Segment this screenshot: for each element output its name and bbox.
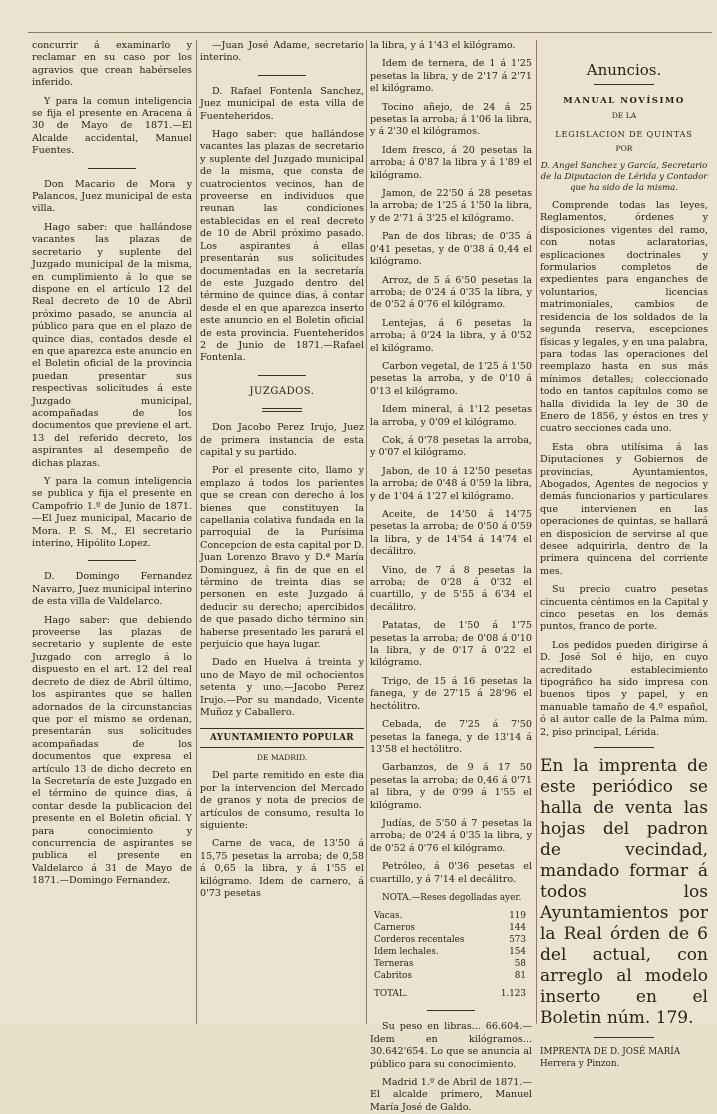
price-line: Lentejas, á 6 pesetas la arroba; á 0'24 la libra, y á 0'52 el kilógramo. bbox=[370, 317, 532, 354]
separator bbox=[594, 1037, 654, 1038]
separator bbox=[258, 75, 306, 76]
paragraph: Dado en Huelva á treinta y uno de Mayo de mil ochocientos setenta y uno.—Jacobo Perez Irujo.—Por su mandado, Vicente Muñoz y Caballero. bbox=[200, 657, 364, 719]
tally-count: 573 bbox=[509, 935, 526, 946]
tally-count: 154 bbox=[509, 947, 526, 958]
tally-label: Idem lechales. bbox=[374, 947, 439, 958]
price-line: Idem fresco, á 20 pesetas la arroba; á 0'87 la libra y á 1'89 el kilógramo. bbox=[370, 144, 532, 181]
table-row bbox=[370, 922, 532, 934]
table-row bbox=[370, 970, 532, 982]
notice-heading: Don Macario de Mora y Palancos, Juez municipal de esta villa. bbox=[32, 178, 192, 215]
section-subtitle: DE MADRID. bbox=[256, 752, 308, 762]
printer-imprint: IMPRENTA DE D. JOSÉ MARÍA Herrera y Pinzon. bbox=[540, 1047, 681, 1070]
notice-heading: D. Rafael Fontenla Sanchez, Juez municipal de esta villa de Fuenteheridos. bbox=[200, 85, 364, 122]
paragraph: Su peso en libras... 66.604.—Idem en kilógramos... 30.642'654. Lo que se anuncia al público para su conocimiento. bbox=[370, 1021, 532, 1070]
tally-total-label: TOTAL. bbox=[374, 989, 408, 1000]
price-line: Trigo, de 15 á 16 pesetas la fanega, y de 27'15 á 28'96 el hectólitro. bbox=[370, 675, 532, 712]
separator bbox=[258, 375, 306, 376]
price-line: Aceite, de 14'50 á 14'75 pesetas la arroba; de 0'50 á 0'59 la libra, y de 14'54 á 14'74 el decálitro. bbox=[370, 509, 532, 558]
section-title-anuncios: Anuncios. bbox=[586, 61, 662, 79]
top-rule bbox=[28, 32, 712, 33]
tally-label: Terneras bbox=[374, 959, 414, 970]
ad-title: MANUAL NOVÍSIMO bbox=[563, 96, 685, 107]
separator bbox=[594, 84, 654, 85]
paragraph: Carne de vaca, de 13'50 á 15,75 pesetas la arroba; de 0,58 á 0,65 la libra, y á 1'55 el kilógramo. Idem de carnero, á 0'73 pesetas bbox=[200, 838, 364, 899]
paragraph: Madrid 1.º de Abril de 1871.—El alcalde primero, Manuel María José de Galdo. bbox=[370, 1077, 532, 1113]
separator bbox=[88, 560, 136, 561]
column-divider bbox=[366, 40, 367, 1024]
price-line: Idem de ternera, de 1 á 1'25 pesetas la libra, y de 2'17 á 2'71 el kilógramo. bbox=[370, 58, 532, 95]
tally-count: 144 bbox=[509, 923, 526, 934]
price-line: Garbanzos, de 9 á 17 50 pesetas la arroba; de 0,46 á 0'71 al libra, y de 0'99 á 1'55 el kilógramo. bbox=[370, 762, 532, 811]
tally-note: NOTA.—Reses degolladas ayer. bbox=[382, 892, 522, 903]
table-row bbox=[370, 946, 532, 958]
paragraph: Esta obra utilísima á las Diputaciones y Gobiernos de provincias, Ayuntamientos, Abogados, Agentes de negocios y demás funcionarios y particulares que intervienen en las operaciones de quintas, se hallará en disposicion de servirse al que desee adquirirla, dentro de la primera quincena del corriente mes. bbox=[540, 441, 708, 577]
price-line: la libra, y á 1'43 el kilógramo. bbox=[370, 40, 516, 51]
column-2 bbox=[200, 40, 364, 1020]
ad-subtitle: LEGISLACION DE QUINTAS bbox=[555, 129, 693, 140]
tally-count: 58 bbox=[514, 959, 526, 970]
column-1 bbox=[32, 40, 192, 1020]
paragraph: Comprende todas las leyes, Reglamentos, órdenes y disposiciones vigentes del ramo, con notas aclaratorias, esplicaciones doctrinales y formularios completos de expedientes para enganches de voluntarios, licencias matrimoniales, cambios de residencia de los soldados de la segunda reserva, escepciones físicas y legales, y en una palabra, para todas las operaciones del reemplazo hasta en sus más mínimos detalles; coleccionado todo en tantos capítulos como se halla dividida la ley de 30 de Enero de 1856, y éstos en tres y cuatro secciones cada uno. bbox=[540, 200, 708, 435]
price-line: Carbon vegetal, de 1'25 á 1'50 pesetas la arroba, y de 0'10 á 0'13 el kilógramo. bbox=[370, 360, 532, 397]
ad-author: D. Angel Sanchez y García, Secretario de la Diputacion de Lérida y Contador que ha sido de la misma. bbox=[540, 161, 708, 194]
paragraph: —Juan José Adame, secretario interino. bbox=[200, 40, 364, 64]
table-row bbox=[370, 982, 532, 1000]
price-line: Tocino añejo, de 24 á 25 pesetas la arroba; á 1'06 la libra, y á 2'30 el kilógramos. bbox=[370, 101, 532, 138]
price-line: Petróleo, á 0'36 pesetas el cuartillo, y á 7'14 el decálitro. bbox=[370, 861, 532, 885]
paragraph: concurrir á examinarlo y reclamar en su caso por los agravios que crean habérseles inferido. bbox=[32, 40, 192, 89]
price-line: Cok, á 0'78 pesetas la arroba, y 0'07 el kilógramo. bbox=[370, 434, 532, 459]
paragraph: Hago saber: que hallándose vacantes las plazas de secretario y suplente del Juzgado municipal de la misma, que consta de cuatrocientos vecinos, han de proveerse en individuos que reunan las condiciones establecidas en el real decreto de 10 de Abril próximo pasado. Los aspirantes á ellas presentarán sus solicitudes documentadas en la secretaría de este Juzgado dentro del término de quince dias, á contar desde el en que aparezca inserto este anuncio en el Boletin oficial de esta provincia. Fuenteheridos 2 de Junio de 1871.—Rafael Fontenla. bbox=[200, 129, 364, 364]
section-title-ayuntamiento: AYUNTAMIENTO POPULAR bbox=[200, 728, 364, 748]
slaughter-tally bbox=[370, 892, 532, 1000]
column-3 bbox=[370, 40, 532, 1113]
separator bbox=[88, 168, 136, 169]
price-line: Jamon, de 22'50 á 28 pesetas la arroba; de 1'25 á 1'50 la libra, y de 2'71 á 3'25 el kilógramo. bbox=[370, 188, 532, 224]
column-divider bbox=[196, 40, 197, 1024]
ad-connector: DE LA bbox=[611, 110, 637, 120]
price-line: Patatas, de 1'50 á 1'75 pesetas la arroba; de 0'08 á 0'10 la libra, y de 0'17 á 0'22 el kilógramo. bbox=[370, 620, 532, 669]
price-line: Jabon, de 10 á 12'50 pesetas la arroba; de 0'48 á 0'59 la libra, y de 1'04 á 1'27 el kilógramo. bbox=[370, 465, 532, 502]
notice-heading: D. Domingo Fernandez Navarro, Juez municipal interino de esta villa de Valdelarco. bbox=[32, 571, 192, 608]
column-4 bbox=[540, 40, 708, 1070]
notice-heading: Don Jacobo Perez Irujo, Juez de primera instancia de esta capital y su partido. bbox=[200, 422, 364, 458]
separator bbox=[262, 408, 302, 412]
price-line: Arroz, de 5 á 6'50 pesetas la arroba; de 0'24 á 0'35 la libra, y de 0'52 á 0'76 el kilógramo. bbox=[370, 274, 532, 311]
paragraph: Los pedidos pueden dirigirse á D. José Sol é hijo, en cuyo acreditado establecimiento tipográfico ha sido impresa con buenos tipos y papel, y en manuable tamaño de 4.º español, ó al autor calle de la Palma núm. 2, piso principal, Lérida. bbox=[540, 639, 708, 738]
table-row bbox=[370, 910, 532, 922]
paragraph: Y para la comun inteligencia se publica y fija el presente en Campofrio 1.º de Junio de 1871.—El Juez municipal, Macario de Mora. P. S. M., El secretario interino, Hipólito Lopez. bbox=[32, 476, 192, 550]
tally-label: Carneros bbox=[374, 923, 416, 934]
paragraph: Por el presente cito, llamo y emplazo á todos los parientes que se crean con derecho á los bienes que constituyen la capellania colativa fundada en la parroquial de la Purísima Concepcion de esta capital por D. Juan Lorenzo Bravo y D.ª María Dominguez, á fin de que en el término de treinta dias se personen en este Juzgado á deducir su derecho; apercibidos de que pasado dicho término sin haberse presentado les parará el perjuicio que haya lugar. bbox=[200, 465, 364, 651]
tally-count: 81 bbox=[514, 971, 526, 982]
imprenta-notice: En la imprenta de este periódico se halla de venta las hojas del padron de vecindad, mandado formar á todos los Ayuntamientos por la Real órden de 6 del actual, con arreglo al modelo inserto en el Boletin núm. 179. bbox=[540, 756, 708, 1029]
tally-table bbox=[370, 910, 532, 1000]
price-line: Vino, de 7 á 8 pesetas la arroba; de 0'28 á 0'32 el cuartillo, y de 5'55 á 6'34 el decálitro. bbox=[370, 564, 532, 613]
price-line: Judías, de 5'50 á 7 pesetas la arroba; de 0'24 á 0'35 la libra, y de 0'52 á 0'76 el kilógramo. bbox=[370, 817, 532, 854]
paragraph: Hago saber: que debiendo proveerse las plazas de secretario y suplente de este Juzgado con arreglo á lo dispuesto en el art. 12 del real decreto de diez de Abril último, los aspirantes que se hallen adornados de la circunstancias que por el mismo se ordenan, presentarán sus solicitudes acompañadas de los documentos que expresa el artículo 13 de dicho decreto en la Secretaría de este Juzgado en el término de quince dias, á contar desde la publicacion del presente en el Boletin oficial. Y para conocimiento y concurrencia de aspirantes se publica el presente en Valdelarco á 31 de Mayo de 1871.—Domingo Fernandez. bbox=[32, 614, 192, 887]
paragraph: Hago saber: que hallándose vacantes las plazas de secretario y suplente del Juzgado municipal de la misma, en cumplimiento á lo que se dispone en el artículo 12 del Real decreto de 10 de Abril próximo pasado, se anuncia al público para que en el plazo de quince dias, contados desde el en que aparezca este anuncio en el Boletin oficial de la provincia puedan presentar sus respectivas solicitudes á este Juzgado municipal, acompañadas de los documentos que previene el art. 13 del referido decreto, los aspirantes al desempeño de dichas plazas. bbox=[32, 221, 192, 469]
price-line: Pan de dos libras; de 0'35 á 0'41 pesetas, y de 0'38 á 0,44 el kilógramo. bbox=[370, 231, 532, 268]
tally-count: 119 bbox=[509, 911, 526, 922]
separator bbox=[594, 747, 654, 748]
column-divider bbox=[536, 40, 537, 1024]
tally-label: Cabritos bbox=[374, 971, 412, 982]
paragraph: Y para la comun inteligencia se fija el presente en Aracena á 30 de Mayo de 1871.—El Alcalde accidental, Manuel Fuentes. bbox=[32, 95, 192, 157]
tally-total: 1.123 bbox=[500, 989, 526, 1000]
separator bbox=[427, 1010, 475, 1011]
paragraph: Del parte remitido en este dia por la intervencion del Mercado de granos y nota de precios de artículos de consumo, resulta lo siguiente: bbox=[200, 770, 364, 831]
price-line: Idem mineral, á 1'12 pesetas la arroba, y 0'09 el kilógramo. bbox=[370, 404, 532, 428]
paragraph: Su precio cuatro pesetas cincuenta céntimos en la Capital y cinco pesetas en los demás puntos, franco de porte. bbox=[540, 584, 708, 633]
ad-connector: POR bbox=[615, 143, 633, 153]
section-title-juzgados: JUZGADOS. bbox=[249, 385, 315, 397]
tally-label: Corderos recentales bbox=[374, 935, 465, 946]
tally-label: Vacas. bbox=[374, 911, 403, 922]
price-line: Cebada, de 7'25 á 7'50 pesetas la fanega, y de 13'14 á 13'58 el hectólitro. bbox=[370, 719, 532, 755]
table-row bbox=[370, 934, 532, 946]
table-row bbox=[370, 958, 532, 970]
